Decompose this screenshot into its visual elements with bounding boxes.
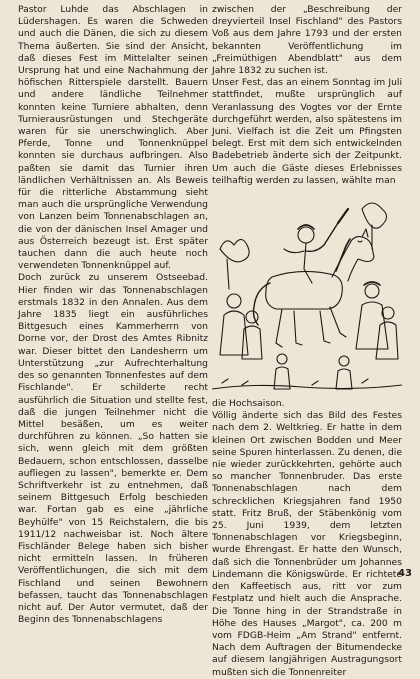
right-paragraph-1: zwischen der „Beschreibung der dreyvierteil Insel Fischland" des Pastors Voß aus dem Jahre 1793 und der ersten bekannten Veröffentlichung im „Freimüthigen Abendblatt" aus dem Jahre 1832 zu suchen ist.: [212, 4, 402, 77]
left-column: [18, 4, 208, 626]
right-paragraph-2: Unser Fest, das an einem Sonntag im Juli stattfindet, mußte ursprünglich auf Veranlassung des Vogtes vor der Ernte durchgeführt werden, also spätestens im Juni. Vielfach ist die Zeit um Pfingsten belegt. Erst mit dem sich entwickelnden Badebetrieb änderte sich der Zeitpunkt. Um auch die Gäste dieses Erlebnisses teilhaftig werden zu lassen, wählte man: [212, 77, 402, 186]
left-paragraph-1: Pastor Luhde das Abschlagen in Lüdershagen. Es waren die Schweden und auch die Dänen, die sich zu diesem Thema äußerten. Sie sind der Ansicht, daß dieses Fest im Mittelalter seinen Ursprung hat und eine Nachahmung der höfischen Ritterspiele darstellt. Bauern und andere ländliche Teilnehmer konnten keine Turniere abhalten, denn Turnierausrüstungen und Stechgeräte waren für sie unerschwinglich. Aber Pferde, Tonne und Tonnenknüppel konnten sie durchaus aufbringen. Also paßten sie damit das Turnier ihren ländlichen Verhältnissen an. Als Beweis für die ritterliche Abstammung sieht man auch die ursprüngliche Verwendung von Lanzen beim Tonnenabschlagen an, die von der dänischen Insel Amager und aus Österreich bezeugt ist. Erst später tauchen dann die auch heute noch verwendeten Tonnenknüppel auf.: [18, 4, 208, 272]
page-number: 43: [398, 568, 412, 579]
right-paragraph-3: die Hochsaison.: [212, 398, 285, 410]
right-column: [212, 4, 402, 679]
left-paragraph-2: Doch zurück zu unserem Ostseebad. Hier finden wir das Tonnenabschlagen erstmals 1832 in den Annalen. Aus dem Jahre 1835 liegt ein ausführliches Bittgesuch eines Kammerherrn von Dorne vor, der Drost des Amtes Ribnitz war. Dieser bittet den Landesherrn um Unterstützung „zur Aufrechterhaltung des so genannten Tonnenfestes auf dem Fischlande". Er schilderte recht ausführlich die Situation und stellte fest, daß die jungen Teilnehmer nicht die Mittel besäßen, um es weiter durchführen zu können. „So hatten sie sich, wenn gleich mit dem größten Bedauern, schon entschlossen, dasselbe aufliegen zu lassen", bemerkte er. Dem Schriftverkehr ist zu entnehmen, daß seinem Bittgesuch Erfolg beschieden war. Fortan gab es eine „jährliche Beyhülfe" von 15 Reichstalern, die bis 1911/12 nachweisbar ist. Noch ältere Fischländer Belege haben sich bisher nicht ermitteln lassen. In früheren Veröffentlichungen, die sich mit dem Fischland und seinen Bewohnern befassen, taucht das Tonnenabschlagen nicht auf. Der Autor vermutet, daß der Beginn des Tonnenabschlagens: [18, 272, 208, 626]
horse-rider-crowd-sketch-icon: [212, 189, 402, 395]
right-paragraph-4: Völlig änderte sich das Bild des Festes nach dem 2. Weltkrieg. Er hatte in dem kleinen Ort zwischen Bodden und Meer seine Spuren hinterlassen. Zu denen, die nie wieder zurückkehrten, gehörte auch so mancher Tonnenbruder. Das erste Tonnenabschlagen nach dem schrecklichen Kriegsjahren fand 1950 statt. Fritz Bruß, der Stäbenkönig vom 25. Juni 1939, dem letzten Tonnenabschlagen vor Kriegsbeginn, wurde Ehrengast. Er hatte den Wunsch, daß sich die Tonnenbrüder um Johannes Lindemann die Königswürde. Er richtete den Kaffeetisch aus, ritt vor zum Festplatz und hielt auch die Ansprache. Die Tonne hing in der Strandstraße in Höhe des Hauses „Margot", ca. 200 m vom FDGB-Heim „Am Strand" entfernt. Nach dem Auftragen der Bitumendecke auf diesem langjährigen Austragungsort mußten sich die Tonnenreiter: [212, 410, 402, 678]
